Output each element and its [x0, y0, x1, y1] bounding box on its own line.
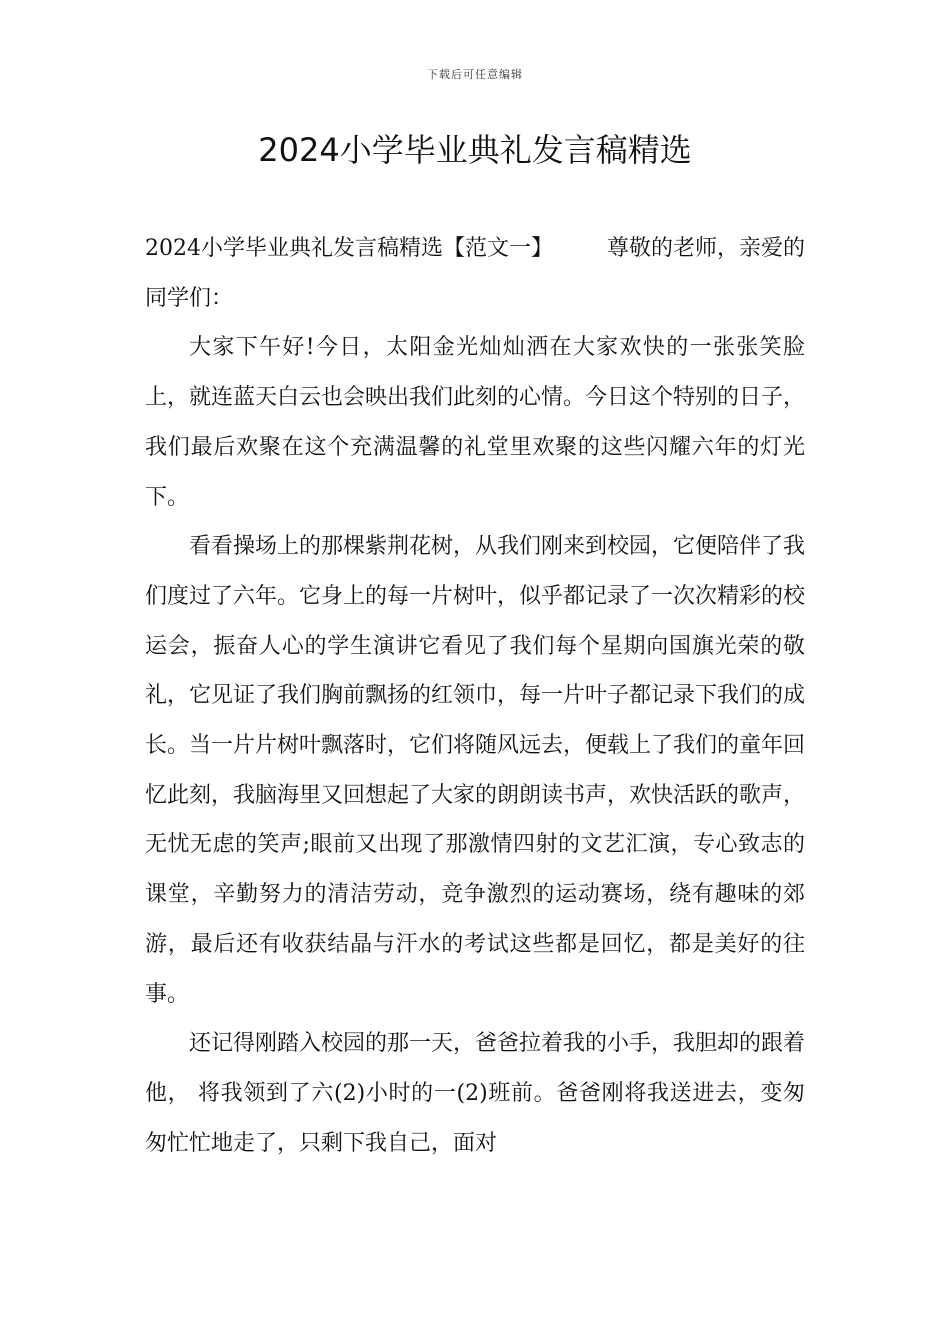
paragraph-3: 还记得刚踏入校园的那一天，爸爸拉着我的小手，我胆却的跟着他， 将我领到了六(2)小时的一(2)班前。爸爸刚将我送进去，变匆匆忙忙地走了，只剩下我自己，面对 — [145, 1031, 806, 1156]
header-note: 下载后可任意编辑 — [427, 68, 523, 81]
document-body — [145, 224, 805, 1168]
paragraph-1: 大家下午好!今日，太阳金光灿灿洒在大家欢快的一张张笑脸上，就连蓝天白云也会映出我们此刻的心情。今日这个特别的日子，我们最后欢聚在这个充满温馨的礼堂里欢聚的这些闪耀六年的灯光下。 — [145, 335, 806, 510]
salutation: 尊敬的老师，亲爱的同学们： — [145, 236, 806, 311]
opening-heading: 2024小学毕业典礼发言稿精选【范文一】 — [145, 236, 553, 261]
paragraph-2: 看看操场上的那棵紫荆花树，从我们刚来到校园，它便陪伴了我们度过了六年。它身上的每一片树叶，似乎都记录了一次次精彩的校运会，振奋人心的学生演讲它看见了我们每个星期向国旗光荣的敬礼，它见证了我们胸前飘扬的红领巾，每一片叶子都记录下我们的成长。当一片片树叶飘落时，它们将随风远去，便载上了我们的童年回忆此刻，我脑海里又回想起了大家的朗朗读书声，欢快活跃的歌声，无忧无虑的笑声;眼前又出现了那激情四射的文艺汇演，专心致志的课堂，辛勤努力的清洁劳动，竞争激烈的运动赛场，绕有趣味的郊游，最后还有收获结晶与汗水的考试这些都是回忆，都是美好的往事。 — [145, 534, 806, 1007]
opening-line — [145, 224, 805, 323]
page-title: 2024小学毕业典礼发言稿精选 — [258, 131, 692, 169]
